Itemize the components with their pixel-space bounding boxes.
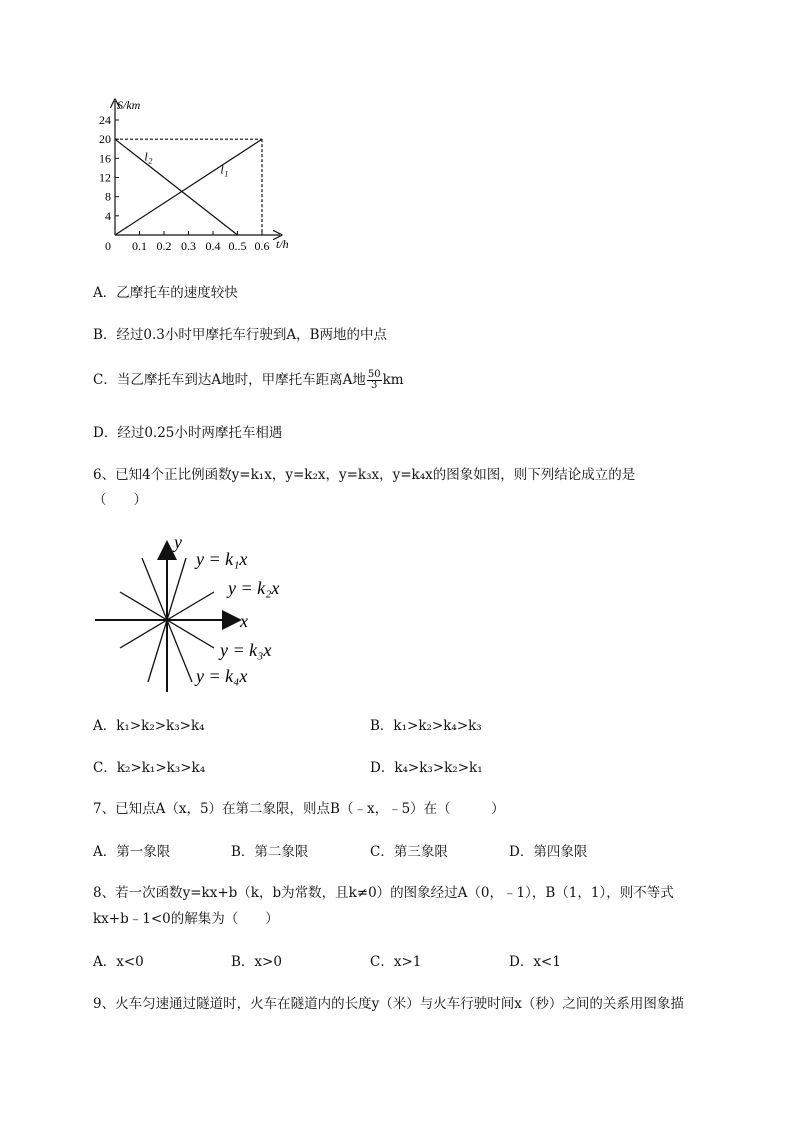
- graph-x-label: x: [240, 611, 248, 631]
- q6-option-a: A．k₁>k₂>k₃>k₄: [93, 718, 205, 734]
- proportional-functions-graph: [90, 530, 310, 695]
- series-line-2: [115, 139, 238, 235]
- y-tick-label: 8: [105, 189, 111, 204]
- x-tick-label: 0.6: [254, 239, 270, 253]
- series-label-l1-sub: 1: [224, 169, 229, 179]
- q7-option-b: B．第二象限: [231, 844, 309, 860]
- q5-option-c: [93, 370, 404, 391]
- chart-y-title: S/km: [117, 98, 141, 112]
- q6-stem: 6、已知4个正比例函数y=k₁x，y=k₂x，y=k₃x，y=k₄x的图象如图，则下列结论成立的是: [93, 467, 636, 483]
- q6-blank: （ ）: [93, 492, 147, 508]
- y-tick-label: 20: [99, 132, 111, 147]
- q5-option-b: B．经过0.3小时甲摩托车行驶到A，B两地的中点: [93, 327, 388, 343]
- x-tick-label: 0..5: [228, 239, 247, 253]
- fraction-denominator: 3: [371, 380, 378, 391]
- q6-option-b: B．k₁>k₂>k₄>k₃: [370, 718, 482, 734]
- x-tick-label: 0.3: [181, 239, 196, 253]
- q7-option-c: C．第三象限: [370, 844, 448, 860]
- q5-option-c-unit: km: [382, 372, 404, 388]
- x-tick-label: 0: [105, 239, 111, 253]
- q8-option-c: C．x>1: [370, 954, 422, 970]
- y-tick-label: 16: [99, 151, 111, 166]
- q8-option-a: A．x<0: [93, 954, 144, 970]
- q8-option-b: B．x>0: [231, 954, 282, 970]
- x-tick-label: 0.1: [132, 239, 147, 253]
- q7-stem: 7、已知点A（x，5）在第二象限，则点B（﹣x，﹣5）在（ ）: [93, 801, 505, 817]
- series-label-l1: l: [220, 162, 224, 177]
- q9-stem: 9、火车匀速通过隧道时，火车在隧道内的长度y（米）与火车行驶时间x（秒）之间的关系用图象描: [93, 996, 684, 1012]
- distance-time-chart: [95, 95, 305, 260]
- q6-option-d: D．k₄>k₃>k₂>k₁: [370, 760, 483, 776]
- graph-label-k3: y = k₃x: [220, 640, 272, 660]
- series-label-l2-sub: 2: [148, 156, 153, 166]
- graph-label-k2: y = k₂x: [228, 578, 280, 598]
- x-tick-label: 0.2: [156, 239, 172, 253]
- q5-option-d: D．经过0.25小时两摩托车相遇: [93, 425, 283, 441]
- q7-option-a: A．第一象限: [93, 844, 171, 860]
- q6-option-c: C．k₂>k₁>k₃>k₄: [93, 760, 206, 776]
- q5-option-a: A．乙摩托车的速度较快: [93, 285, 238, 301]
- fraction: [367, 370, 382, 391]
- graph-y-label: y: [174, 532, 182, 552]
- graph-label-k4: y = k₄x: [196, 666, 248, 686]
- q7-option-d: D．第四象限: [509, 844, 588, 860]
- y-tick-label: 12: [99, 170, 111, 185]
- series-label-l2: l: [144, 149, 148, 164]
- x-tick-label: 0.4: [205, 239, 221, 253]
- fraction-numerator: 50: [367, 369, 381, 380]
- q8-stem-line1: 8、若一次函数y=kx+b（k，b为常数，且k≠0）的图象经过A（0，﹣1），B（1，1），则不等式: [93, 885, 674, 901]
- y-tick-label: 24: [99, 113, 111, 127]
- q8-option-d: D．x<1: [509, 954, 561, 970]
- chart-x-title: t/h: [276, 237, 289, 251]
- graph-label-k1: y = k₁x: [196, 549, 248, 569]
- q8-stem-line2: kx+b﹣1<0的解集为（ ）: [93, 911, 279, 927]
- series-line-1: [115, 139, 262, 235]
- q5-option-c-text: C．当乙摩托车到达A地时，甲摩托车距离A地: [93, 372, 366, 388]
- y-tick-label: 4: [105, 208, 111, 223]
